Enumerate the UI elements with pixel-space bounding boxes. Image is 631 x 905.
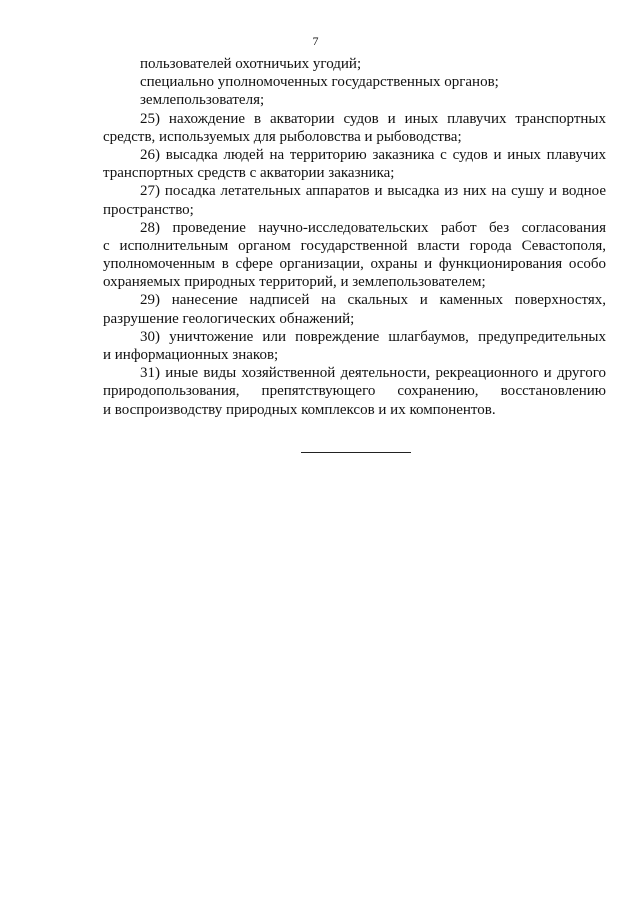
text-line: транспортных средств с акватории заказника; <box>103 165 395 182</box>
text-line: с исполнительным органом государственной власти города Севастополя, <box>103 237 606 254</box>
text-line: специально уполномоченных государственных органов; <box>140 74 499 91</box>
text-line: разрушение геологических обнажений; <box>103 310 355 327</box>
text-line: пользователей охотничьих угодий; <box>140 56 362 72</box>
text-line: 29) нанесение надписей на скальных и каменных поверхностях, <box>140 292 606 309</box>
text-line: 26) высадка людей на территорию заказника с судов и иных плавучих <box>140 146 606 163</box>
text-line: 31) иные виды хозяйственной деятельности, рекреационного и другого <box>140 365 606 382</box>
end-separator-line <box>301 452 411 453</box>
text-line: средств, используемых для рыболовства и рыбоводства; <box>103 128 462 145</box>
text-line: и информационных знаков; <box>103 347 279 363</box>
text-line: пространство; <box>103 201 194 218</box>
text-line: 27) посадка летательных аппаратов и высадка из них на сушу и водное <box>140 183 606 200</box>
text-line: землепользователя; <box>140 92 265 109</box>
text-line: охраняемых природных территорий, и землепользователем; <box>103 274 486 291</box>
text-line: 30) уничтожение или повреждение шлагбаумов, предупредительных <box>140 328 606 345</box>
page-number: 7 <box>312 34 319 48</box>
text-line: 25) нахождение в акватории судов и иных плавучих транспортных <box>140 110 606 127</box>
text-line: и воспроизводству природных комплексов и их компонентов. <box>103 401 496 418</box>
document-body <box>103 55 606 419</box>
text-line: 28) проведение научно-исследовательских работ без согласования <box>140 219 606 236</box>
text-line: природопользования, препятствующего сохранению, восстановлению <box>103 383 606 400</box>
text-line: уполномоченным в сфере организации, охраны и функционирования особо <box>103 256 606 273</box>
